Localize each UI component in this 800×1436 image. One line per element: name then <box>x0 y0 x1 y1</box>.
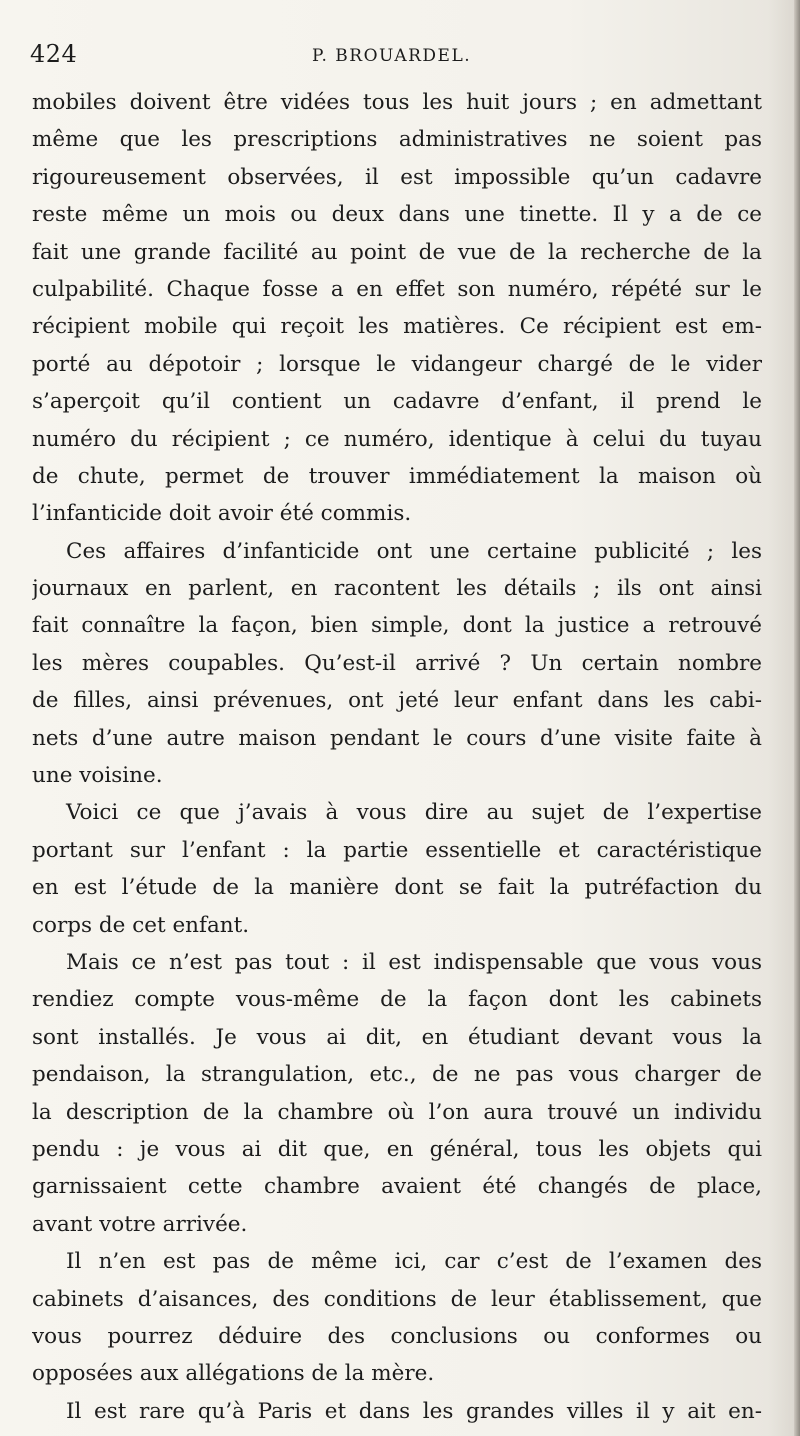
text-line: avant votre arrivée. <box>32 1211 248 1237</box>
text-line: la description de la chambre où l’on aura trouvé un individu <box>32 1099 762 1125</box>
paragraph <box>32 1243 762 1393</box>
body-text <box>32 84 762 1430</box>
paragraph <box>32 1393 762 1430</box>
text-line: fait connaître la façon, bien simple, dont la justice a retrouvé <box>32 613 762 639</box>
text-line: pendaison, la strangulation, etc., de ne pas vous charger de <box>32 1062 762 1088</box>
text-line: sont installés. Je vous ai dit, en étudiant devant vous la <box>32 1024 762 1050</box>
text-line: cabinets d’aisances, des conditions de leur établissement, que <box>32 1286 762 1312</box>
text-line: reste même un mois ou deux dans une tinette. Il y a de ce <box>32 202 762 228</box>
page-header <box>30 40 764 80</box>
text-line: l’infanticide doit avoir été commis. <box>32 501 412 527</box>
paragraph <box>32 533 762 795</box>
text-line: rendiez compte vous-même de la façon dont les cabinets <box>32 987 762 1013</box>
text-line: rigoureusement observées, il est impossible qu’un cadavre <box>32 164 762 190</box>
text-line: en est l’étude de la manière dont se fait la putréfaction du <box>32 875 762 901</box>
text-line: Il n’en est pas de même ici, car c’est de l’examen des <box>66 1249 762 1275</box>
text-line: Voici ce que j’avais à vous dire au sujet de l’expertise <box>66 800 762 826</box>
paragraph <box>32 84 762 533</box>
paragraph <box>32 944 762 1243</box>
text-line: nets d’une autre maison pendant le cours d’une visite faite à <box>32 725 762 751</box>
text-line: fait une grande facilité au point de vue de la recherche de la <box>32 239 762 265</box>
text-line: s’aperçoit qu’il contient un cadavre d’enfant, il prend le <box>32 389 762 415</box>
text-line: pendu : je vous ai dit que, en général, tous les objets qui <box>32 1136 762 1162</box>
text-line: même que les prescriptions administratives ne soient pas <box>32 127 762 153</box>
text-line: Ces affaires d’infanticide ont une certaine publicité ; les <box>66 538 762 564</box>
text-line: culpabilité. Chaque fosse a en effet son numéro, répété sur le <box>32 276 762 302</box>
text-line: Il est rare qu’à Paris et dans les grandes villes il y ait en- <box>66 1398 762 1424</box>
text-line: numéro du récipient ; ce numéro, identique à celui du tuyau <box>32 426 762 452</box>
text-line: de chute, permet de trouver immédiatement la maison où <box>32 463 762 489</box>
text-line: portant sur l’enfant : la partie essentielle et caractéristique <box>32 837 762 863</box>
text-line: une voisine. <box>32 763 163 789</box>
page-edge <box>794 0 800 1436</box>
text-line: récipient mobile qui reçoit les matières. Ce récipient est em- <box>32 314 762 340</box>
text-line: corps de cet enfant. <box>32 912 250 938</box>
text-line: journaux en parlent, en racontent les détails ; ils ont ainsi <box>32 576 762 602</box>
text-line: porté au dépotoir ; lorsque le vidangeur chargé de le vider <box>32 351 762 377</box>
text-line: garnissaient cette chambre avaient été changés de place, <box>32 1174 762 1200</box>
text-line: de filles, ainsi prévenues, ont jeté leur enfant dans les cabi- <box>32 688 762 714</box>
running-head: P. BROUARDEL. <box>312 46 472 66</box>
text-line: opposées aux allégations de la mère. <box>32 1361 435 1387</box>
page-number: 424 <box>30 40 78 68</box>
text-line: les mères coupables. Qu’est-il arrivé ? Un certain nombre <box>32 650 762 676</box>
text-line: vous pourrez déduire des conclusions ou conformes ou <box>32 1323 762 1349</box>
text-line: mobiles doivent être vidées tous les huit jours ; en admettant <box>32 90 762 115</box>
paragraph <box>32 794 762 944</box>
text-line: Mais ce n’est pas tout : il est indispensable que vous vous <box>66 949 762 975</box>
